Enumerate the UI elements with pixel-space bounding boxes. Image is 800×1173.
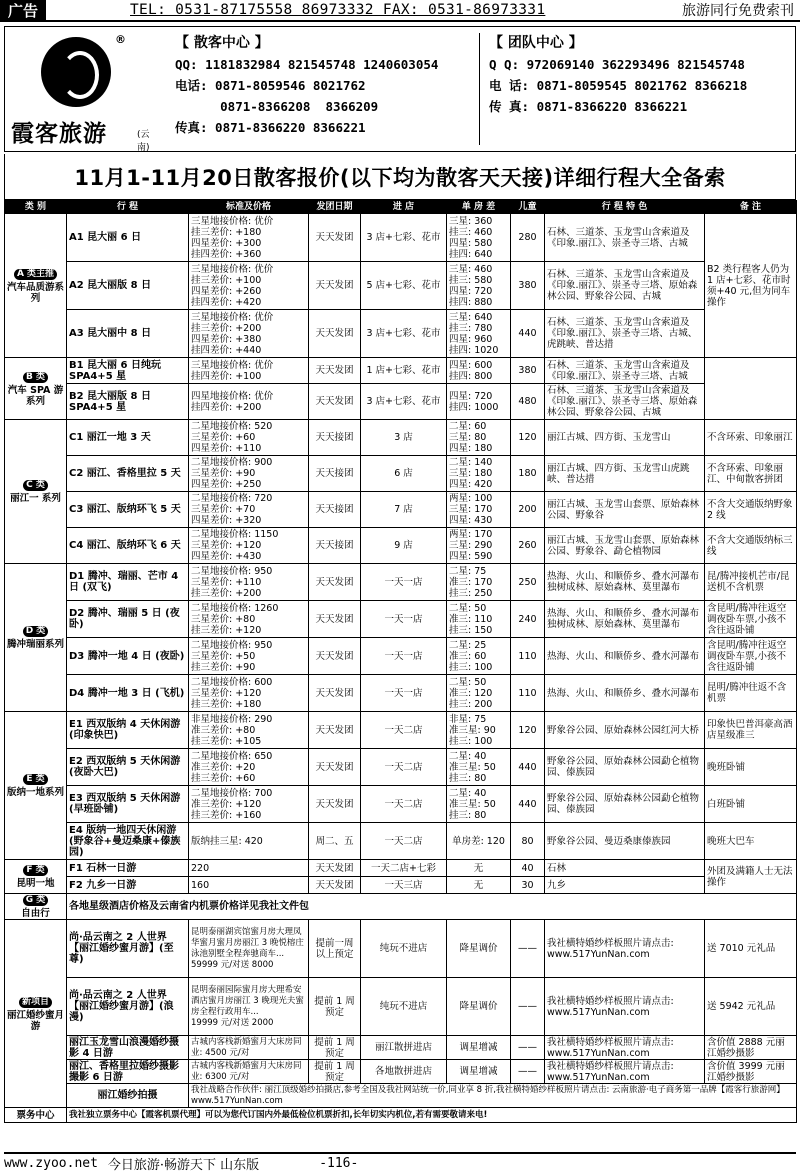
note: 外团及满籍人士无法操作	[705, 860, 797, 894]
child-price: 180	[511, 456, 545, 492]
note: 晚班卧铺	[705, 749, 797, 786]
feature: 野象谷公园、原始森林公园勐仑植物园、傣族园	[545, 786, 705, 823]
category-c	[5, 420, 67, 564]
single-supplement: 四星: 720 挂四: 1000	[447, 384, 511, 420]
category-badge: F 类	[23, 865, 47, 876]
feature: 石林、三道茶、玉龙雪山含索道及《印象.丽江》、崇圣寺三塔、古城	[545, 358, 705, 384]
category-name: 自由行	[21, 908, 50, 919]
child-price: 380	[511, 262, 545, 310]
table-header-row	[5, 201, 797, 214]
table-row	[5, 384, 797, 420]
category-new	[5, 920, 67, 1108]
shops: 一天一店	[361, 601, 447, 638]
shops: 6 店	[361, 456, 447, 492]
col-header: 单 房 差	[447, 201, 511, 214]
feature: 热海、火山、和顺侨乡、叠水河瀑布	[545, 638, 705, 675]
sanke-fax: 传真: 0871-8366220 8366221	[175, 120, 366, 135]
shops: 3 店+七彩、花市	[361, 214, 447, 262]
feature: 丽江古城、四方街、玉龙雪山虎跳峡、普达措	[545, 456, 705, 492]
tuandui-center	[489, 33, 747, 117]
route-name: 尚·品云南之 2 人世界【丽江婚纱蜜月游】(至尊)	[67, 920, 189, 978]
depart-date: 天天发团	[309, 749, 361, 786]
child-price: 250	[511, 564, 545, 601]
registered-mark: ®	[115, 33, 126, 46]
route-name: C1 丽江一地 3 天	[67, 420, 189, 456]
note: 不含大交通版纳野象 2 线	[705, 492, 797, 528]
feature: 丽江古城、玉龙雪山套票、原始森林公园、野象谷	[545, 492, 705, 528]
sanke-qq: QQ: 1181832984 821545748 1240603054	[175, 57, 439, 72]
table-row	[5, 456, 797, 492]
category-e	[5, 712, 67, 860]
price: 昆明泰丽湖宾馆蜜月房大理凤华蜜月蜜月房丽江 3 晚悦榕庄泳池别墅全程奔驰商车... 59999 元/对送 8000	[189, 920, 309, 978]
contact-line: TEL: 0531-87175558 86973332 FAX: 0531-86973331	[130, 2, 546, 18]
shops: 一天二店	[361, 823, 447, 860]
price: 二星地接价格: 720 三星差价: +70 四星差价: +320	[189, 492, 309, 528]
route-name: 丽江婚纱拍摄	[67, 1084, 189, 1108]
child-price: 110	[511, 638, 545, 675]
child-price: 380	[511, 358, 545, 384]
shops: 1 店+七彩、花市	[361, 358, 447, 384]
route-name: A1 昆大丽 6 日	[67, 214, 189, 262]
depart-date: 提前一周以上预定	[309, 920, 361, 978]
phoenix-logo-icon	[41, 37, 111, 107]
table-row	[5, 1036, 797, 1060]
price: 三星地接价格: 优价 挂四差价: +100	[189, 358, 309, 384]
route-name: D2 腾冲、瑞丽 5 日 (夜卧)	[67, 601, 189, 638]
route-name: E4 版纳一地四天休闲游 (野象谷+曼迈桑康+傣族园)	[67, 823, 189, 860]
note: 不含环索、印象丽江	[705, 420, 797, 456]
table-row	[5, 749, 797, 786]
depart-date: 天天接团	[309, 456, 361, 492]
col-header: 标准及价格	[189, 201, 309, 214]
table-row	[5, 638, 797, 675]
company-region: (云南)	[137, 130, 150, 153]
category-f	[5, 860, 67, 894]
shops: 3 店	[361, 420, 447, 456]
shops: 5 店+七彩、花市	[361, 262, 447, 310]
table-row	[5, 492, 797, 528]
feature: 我社横特婚纱样板照片请点击: www.517YunNan.com	[545, 1036, 705, 1060]
price: 二星地接价格: 950 三星差价: +50 挂三差价: +90	[189, 638, 309, 675]
single-supplement: 二星: 75 准三: 170 挂三: 250	[447, 564, 511, 601]
feature: 丽江古城、玉龙雪山套票、原始森林公园、野象谷、勐仑植物园	[545, 528, 705, 564]
category-badge: G 类	[23, 895, 49, 906]
shops: 7 店	[361, 492, 447, 528]
single-supplement: 调星增减	[447, 1036, 511, 1060]
price: 四星地接价格: 优价 挂四差价: +200	[189, 384, 309, 420]
shops: 一天一店	[361, 675, 447, 712]
route-name: C2 丽江、香格里拉 5 天	[67, 456, 189, 492]
route-name: 尚·品云南之 2 人世界【丽江婚纱蜜月游】(浪漫)	[67, 978, 189, 1036]
depart-date: 提前 1 周预定	[309, 1036, 361, 1060]
footer-url[interactable]: www.zyoo.net	[4, 1155, 98, 1171]
route-name: 丽江、香格里拉婚纱摄影撮影 6 日游	[67, 1060, 189, 1084]
price: 二星地接价格: 950 三星差价: +110 挂三差价: +200	[189, 564, 309, 601]
table-row	[5, 358, 797, 384]
depart-date: 提前 1 周预定	[309, 1060, 361, 1084]
category-name: 汽车品质游系列	[7, 281, 65, 304]
table-row	[5, 1108, 797, 1123]
single-supplement: 四星: 600 挂四: 800	[447, 358, 511, 384]
depart-date: 天天发团	[309, 358, 361, 384]
sanke-center	[175, 33, 438, 138]
category-name: 腾冲瑞丽系列	[7, 639, 65, 650]
price: 二星地接价格: 900 三星差价: +90 四星差价: +250	[189, 456, 309, 492]
feature: 石林、三道茶、玉龙雪山含索道及《印象.丽江》、崇圣寺三塔、原始森林公园、野象谷公园、古城	[545, 262, 705, 310]
service-label: 票务中心	[5, 1108, 67, 1123]
price: 二星地接价格: 1150 三星差价: +120 四星差价: +430	[189, 528, 309, 564]
category-name: 昆明一地	[16, 878, 55, 889]
single-supplement: 两星: 100 三星: 170 四星: 430	[447, 492, 511, 528]
shops: 3 店+七彩、花市	[361, 384, 447, 420]
ad-label: 广告	[0, 0, 46, 21]
route-name: F2 九乡一日游	[67, 877, 189, 894]
note: B2 类行程客人仍为 1 店+七彩、花市时须+40 元,但为同车操作	[705, 214, 797, 358]
depart-date: 天天接团	[309, 420, 361, 456]
category-g	[5, 894, 67, 920]
route-name: B2 昆大丽版 8 日 SPA4+5 星	[67, 384, 189, 420]
depart-date: 天天发团	[309, 786, 361, 823]
shops: 一天二店	[361, 712, 447, 749]
single-supplement: 二星: 60 三星: 80 四星: 180	[447, 420, 511, 456]
note	[705, 358, 797, 420]
table-row	[5, 310, 797, 358]
depart-date: 天天发团	[309, 262, 361, 310]
note: 含昆明/腾冲往返空调夜卧车票,小孩不含往返卧铺	[705, 638, 797, 675]
table-row	[5, 860, 797, 877]
free-label: 旅游同行免费索刊	[682, 3, 794, 19]
category-name: 版纳一地系列	[7, 787, 65, 798]
n5-text: 我社战略合作伙伴: 丽江顶级婚纱拍摄店,参考全国及我社网站统一价,同业享 8 折,我社横特婚纱样板照片请点击: 云南旅游·电子商务第一品牌【霞客行旅游网】 www.517YunNan.com	[189, 1084, 797, 1108]
category-b	[5, 358, 67, 420]
route-name: D3 腾冲一地 4 日 (夜卧)	[67, 638, 189, 675]
single-supplement: 二星: 40 准三星: 50 挂三: 80	[447, 749, 511, 786]
price: 二星地接价格: 520 三星差价: +60 四星差价: +110	[189, 420, 309, 456]
table-row	[5, 920, 797, 978]
table-row	[5, 1060, 797, 1084]
child-price: 120	[511, 420, 545, 456]
single-supplement: 单房差: 120	[447, 823, 511, 860]
route-name: D1 腾冲、瑞丽、芒市 4 日 (双飞)	[67, 564, 189, 601]
category-d	[5, 564, 67, 712]
tuandui-fax: 传 真: 0871-8366220 8366221	[489, 99, 688, 114]
single-supplement: 降星调价	[447, 920, 511, 978]
category-name: 丽江婚纱蜜月游	[7, 1009, 65, 1032]
note: 不含大交通版纳标三线	[705, 528, 797, 564]
company-name: 霞客旅游	[11, 120, 107, 147]
child-price: 110	[511, 675, 545, 712]
route-name: F1 石林一日游	[67, 860, 189, 877]
single-supplement: 二星: 50 准三: 110 挂三: 150	[447, 601, 511, 638]
header-box	[4, 26, 796, 152]
note: 印象快巴普洱豪高酒店星级准三	[705, 712, 797, 749]
price: 昆明泰丽园际蜜月房大理希安酒店蜜月房丽江 3 晚现光夫蜜房全程行政用车... 19999 元/对送 2000	[189, 978, 309, 1036]
price: 三星地接价格: 优价 挂三差价: +180 四星差价: +300 挂四差价: +360	[189, 214, 309, 262]
price: 非星地接价格: 290 准三差价: +80 挂三差价: +105	[189, 712, 309, 749]
page-title: 11月1-11月20日散客报价(以下均为散客天天接)详细行程大全备索	[4, 154, 796, 200]
price: 二星地接价格: 700 准三差价: +120 挂三差价: +160	[189, 786, 309, 823]
child-price: 280	[511, 214, 545, 262]
depart-date: 天天发团	[309, 860, 361, 877]
single-supplement: 降星调价	[447, 978, 511, 1036]
route-name: D4 腾冲一地 3 日 (飞机)	[67, 675, 189, 712]
price: 古城内客栈新婚蜜月大床房同业: 6300 元/对	[189, 1060, 309, 1084]
table-row	[5, 712, 797, 749]
depart-date: 天天发团	[309, 877, 361, 894]
shops: 3 店+七彩、花市	[361, 310, 447, 358]
price: 160	[189, 877, 309, 894]
feature: 野象谷公园、原始森林公园红河大桥	[545, 712, 705, 749]
route-name: A2 昆大丽版 8 日	[67, 262, 189, 310]
note: 白班卧铺	[705, 786, 797, 823]
depart-date: 天天发团	[309, 638, 361, 675]
child-price: ——	[511, 978, 545, 1036]
feature: 丽江古城、四方街、玉龙雪山	[545, 420, 705, 456]
table-row	[5, 601, 797, 638]
table-row	[5, 877, 797, 894]
single-supplement: 调星增减	[447, 1060, 511, 1084]
depart-date: 提前 1 周预定	[309, 978, 361, 1036]
feature: 热海、火山、和顺侨乡、叠水河瀑布独树成林、原始森林、莫里瀑布	[545, 601, 705, 638]
shops: 一天二店+七彩	[361, 860, 447, 877]
price: 版纳挂三星: 420	[189, 823, 309, 860]
depart-date: 天天发团	[309, 601, 361, 638]
shops: 一天一店	[361, 638, 447, 675]
child-price: 40	[511, 860, 545, 877]
route-name: A3 昆大丽中 8 日	[67, 310, 189, 358]
sanke-title: 【 散客中心 】	[175, 35, 269, 51]
single-supplement: 两星: 170 三星: 290 四星: 590	[447, 528, 511, 564]
child-price: 440	[511, 310, 545, 358]
feature: 我社横特婚纱样板照片请点击: www.517YunNan.com	[545, 920, 705, 978]
table-row	[5, 1084, 797, 1108]
single-supplement: 二星: 50 准三: 120 挂三: 200	[447, 675, 511, 712]
top-bar	[0, 0, 800, 22]
single-supplement: 非星: 75 准三星: 90 挂三: 100	[447, 712, 511, 749]
footer-slogan: 今日旅游·畅游天下 山东版	[107, 1157, 260, 1173]
shops: 丽江散拼进店	[361, 1036, 447, 1060]
note: 含价值 3999 元丽江婚纱摄影	[705, 1060, 797, 1084]
table-row	[5, 786, 797, 823]
category-name: 丽江一 系列	[10, 493, 61, 504]
route-name: B1 昆大丽 6 日纯玩 SPA4+5 星	[67, 358, 189, 384]
tuandui-title: 【 团队中心 】	[489, 35, 583, 51]
depart-date: 天天发团	[309, 384, 361, 420]
divider	[479, 33, 480, 145]
single-supplement: 无	[447, 860, 511, 877]
depart-date: 天天接团	[309, 492, 361, 528]
sanke-tel1: 电话: 0871-8059546 8021762	[175, 78, 366, 93]
depart-date: 周二、五	[309, 823, 361, 860]
note: 晚班大巴车	[705, 823, 797, 860]
depart-date: 天天接团	[309, 528, 361, 564]
shops: 各地散拼进店	[361, 1060, 447, 1084]
table-row	[5, 894, 797, 920]
depart-date: 天天发团	[309, 310, 361, 358]
note: 昆明/腾冲往返不含机票	[705, 675, 797, 712]
depart-date: 天天发团	[309, 675, 361, 712]
col-header: 进 店	[361, 201, 447, 214]
price: 三星地接价格: 优价 挂三差价: +200 四星差价: +380 挂四差价: +440	[189, 310, 309, 358]
child-price: 260	[511, 528, 545, 564]
category-badge: B 类	[23, 372, 48, 383]
price-table	[4, 200, 797, 1123]
route-name: E1 西双版纳 4 天休闲游 (印象快巴)	[67, 712, 189, 749]
note: 不含环索、印象丽江、中甸散客拼团	[705, 456, 797, 492]
category-name: 汽车 SPA 游系列	[7, 384, 64, 407]
table-row	[5, 675, 797, 712]
price: 220	[189, 860, 309, 877]
service-text: 我社独立票务中心【霞客机票代理】可以为您代订国内外最低检位机票折扣,长年切实内机位,若有需要敬请来电!	[67, 1108, 797, 1123]
price: 二星地接价格: 1260 三星差价: +80 挂三差价: +120	[189, 601, 309, 638]
feature: 我社横特婚纱样板照片请点击: www.517YunNan.com	[545, 1060, 705, 1084]
single-supplement: 二星: 25 准三: 60 挂三: 100	[447, 638, 511, 675]
single-supplement: 二星: 40 准三星: 50 挂三: 80	[447, 786, 511, 823]
col-header: 发团日期	[309, 201, 361, 214]
single-supplement: 三星: 360 挂三: 460 四星: 580 挂四: 640	[447, 214, 511, 262]
footer	[4, 1152, 796, 1172]
price: 古城内客栈新婚蜜月大床房同业: 4500 元/对	[189, 1036, 309, 1060]
feature: 我社横特婚纱样板照片请点击: www.517YunNan.com	[545, 978, 705, 1036]
feature: 野象谷公园、原始森林公园勐仑植物园、傣族园	[545, 749, 705, 786]
route-name: E2 西双版纳 5 天休闲游 (夜卧大巴)	[67, 749, 189, 786]
table-row	[5, 262, 797, 310]
col-header: 备 注	[705, 201, 797, 214]
child-price: 30	[511, 877, 545, 894]
col-header: 行 程 特 色	[545, 201, 705, 214]
child-price: ——	[511, 1060, 545, 1084]
category-badge: C 类	[23, 480, 48, 491]
feature: 野象谷公园、曼迈桑康傣族园	[545, 823, 705, 860]
child-price: ——	[511, 920, 545, 978]
logo	[11, 31, 161, 153]
shops: 一天三店	[361, 877, 447, 894]
feature: 石林、三道茶、玉龙雪山含索道及《印象.丽江》、崇圣寺三塔、古城、虎跳峡、普达措	[545, 310, 705, 358]
price: 二星地接价格: 650 准三差价: +20 挂三差价: +60	[189, 749, 309, 786]
child-price: 240	[511, 601, 545, 638]
feature: 石林、三道茶、玉龙雪山含索道及《印象.丽江》、崇圣寺三塔、原始森林公园、野象谷公园、古城	[545, 384, 705, 420]
shops: 纯玩不进店	[361, 978, 447, 1036]
note: 送 7010 元礼品	[705, 920, 797, 978]
category-badge: A 类主推	[14, 269, 57, 280]
note: 含价值 2888 元丽江婚纱摄影	[705, 1036, 797, 1060]
feature: 热海、火山、和顺侨乡、叠水河瀑布	[545, 675, 705, 712]
price: 三星地接价格: 优价 挂三差价: +100 四星差价: +260 挂四差价: +420	[189, 262, 309, 310]
g-text: 各地星级酒店价格及云南省内机票价格详见我社文件包	[67, 894, 797, 920]
table-row	[5, 564, 797, 601]
single-supplement: 无	[447, 877, 511, 894]
route-name: C3 丽江、版纳环飞 5 天	[67, 492, 189, 528]
table-row	[5, 420, 797, 456]
col-header: 行 程	[67, 201, 189, 214]
child-price: ——	[511, 1036, 545, 1060]
depart-date: 天天发团	[309, 712, 361, 749]
feature: 石林、三道茶、玉龙雪山含索道及《印象.丽江》、崇圣寺三塔、古城	[545, 214, 705, 262]
category-badge: D 类	[23, 626, 49, 637]
route-name: C4 丽江、版纳环飞 6 天	[67, 528, 189, 564]
shops: 9 店	[361, 528, 447, 564]
page-number: -116-	[319, 1155, 359, 1171]
shops: 纯玩不进店	[361, 920, 447, 978]
shops: 一天二店	[361, 786, 447, 823]
child-price: 480	[511, 384, 545, 420]
note: 送 5942 元礼品	[705, 978, 797, 1036]
route-name: 丽江玉龙雪山浪漫婚纱摄影 4 日游	[67, 1036, 189, 1060]
feature: 热海、火山、和顺侨乡、叠水河瀑布独树成林、原始森林、莫里瀑布	[545, 564, 705, 601]
single-supplement: 三星: 460 挂三: 580 四星: 720 挂四: 880	[447, 262, 511, 310]
note: 含昆明/腾冲往返空调夜卧车票,小孩不含往返卧铺	[705, 601, 797, 638]
table-row	[5, 823, 797, 860]
child-price: 120	[511, 712, 545, 749]
child-price: 200	[511, 492, 545, 528]
category-badge: 新项目	[19, 997, 52, 1008]
child-price: 440	[511, 786, 545, 823]
table-row	[5, 978, 797, 1036]
single-supplement: 二星: 140 三星: 180 四星: 420	[447, 456, 511, 492]
child-price: 440	[511, 749, 545, 786]
tuandui-tel: 电 话: 0871-8059545 8021762 8366218	[489, 78, 748, 93]
category-a	[5, 214, 67, 358]
tuandui-qq: Q Q: 972069140 362293496 821545748	[489, 57, 745, 72]
col-header: 儿童	[511, 201, 545, 214]
single-supplement: 三星: 640 挂三: 780 四星: 960 挂四: 1020	[447, 310, 511, 358]
feature: 石林	[545, 860, 705, 877]
shops: 一天二店	[361, 749, 447, 786]
note: 昆/腾冲接机芒市/昆送机不含机票	[705, 564, 797, 601]
depart-date: 天天发团	[309, 564, 361, 601]
child-price: 80	[511, 823, 545, 860]
shops: 一天一店	[361, 564, 447, 601]
price: 二星地接价格: 600 三星差价: +120 挂三差价: +180	[189, 675, 309, 712]
category-badge: E 类	[23, 774, 47, 785]
col-header: 类 别	[5, 201, 67, 214]
feature: 九乡	[545, 877, 705, 894]
depart-date: 天天发团	[309, 214, 361, 262]
route-name: E3 西双版纳 5 天休闲游 (早班卧铺)	[67, 786, 189, 823]
sanke-tel2: 0871-8366208 8366209	[175, 99, 379, 114]
table-row	[5, 528, 797, 564]
table-row	[5, 214, 797, 262]
